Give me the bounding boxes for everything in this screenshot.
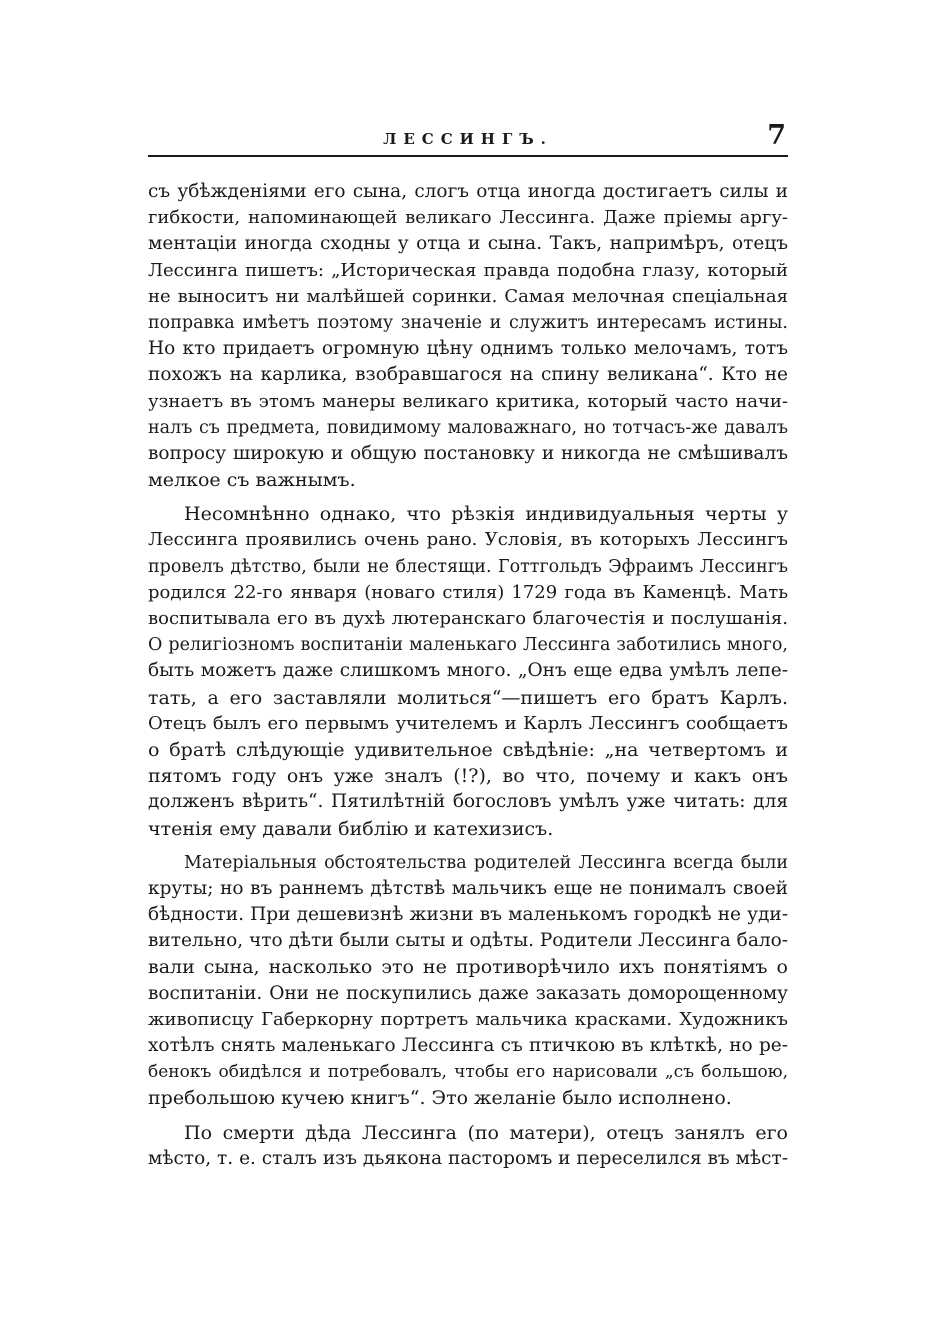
paragraph-1 [148,179,788,493]
text-line: воспитаніи. Они не поскупились даже заказать доморощенному [148,982,788,1004]
paragraph-3 [148,850,788,1112]
text-line: вительно, что дѣти были сыты и одѣты. Родители Лессинга бало- [148,930,788,952]
text-line: гибкости, напоминающей великаго Лессинга. Даже пріемы аргу- [148,207,788,229]
text-line: мѣсто, т. е. сталъ изъ дьякона пасторомъ и переселился въ мѣст- [148,1147,788,1169]
text-line: ментаціи иногда сходны у отца и сына. Такъ, напримѣръ, отецъ [148,233,788,255]
header-rule [148,155,788,157]
text-line: круты; но въ раннемъ дѣтствѣ мальчикъ еще не понималъ своей [148,877,788,899]
text-line: Несомнѣнно однако, что рѣзкія индивидуальныя черты у [184,503,788,526]
text-line: пребольшою кучею книгъ“. Это желаніе было исполнено. [148,1087,732,1110]
text-line: налъ съ предмета, повидимому маловажнаго, но тотчасъ-же давалъ [148,417,788,438]
text-line: Лессинга проявились очень рано. Условія, въ которыхъ Лессингъ [148,529,788,551]
text-line: По смерти дѣда Лессинга (по матери), отецъ занялъ его [184,1121,788,1144]
text-line: долженъ вѣрить“. Пятилѣтній богословъ умѣлъ уже читать: для [148,791,788,813]
text-line: бѣдности. При дешевизнѣ жизни въ маленькомъ городкѣ не уди- [148,904,788,926]
body-text [148,179,788,1172]
text-line: бенокъ обидѣлся и потребовалъ, чтобы его нарисовали „съ большою, [148,1062,788,1083]
text-line: мелкое съ важнымъ. [148,469,356,492]
text-line: пятомъ году онъ уже зналъ (!?), во что, почему и какъ онъ [148,765,788,788]
text-line: вали сына, насколько это не противорѣчило ихъ понятіямъ о [148,956,788,979]
page-number: 7 [767,120,786,151]
text-line: Но кто придаетъ огромную цѣну однимъ только мелочамъ, тотъ [148,338,788,360]
text-line: о братѣ слѣдующіе удивительное свѣдѣніе: „на четвертомъ и [148,738,788,761]
text-line: быть можетъ даже слишкомъ много. „Онъ еще едва умѣлъ лепе- [148,660,788,682]
text-line: поправка имѣетъ поэтому значеніе и служитъ интересамъ истины. [148,312,788,333]
text-line: воспитывала его въ духѣ лютеранскаго благочестія и послушанія. [148,608,788,629]
paragraph-2 [148,501,788,841]
running-title: ЛЕССИНГЪ. [383,130,553,148]
text-line: чтенія ему давали библію и катехизисъ. [148,817,554,840]
text-line: родился 22-го января (новаго стиля) 1729 года въ Каменцѣ. Мать [148,581,788,603]
text-line: узнаетъ въ этомъ манеры великаго критика, который часто начи- [148,390,788,412]
text-line: тать, а его заставляли молиться“—пишетъ его братъ Карлъ. [148,686,788,709]
paragraph-4 [148,1120,788,1172]
text-line: не выноситъ ни малѣйшей соринки. Самая мелочная спеціальная [148,285,788,307]
text-line: вопросу широкую и общую постановку и никогда не смѣшивалъ [148,442,788,464]
text-line: похожъ на карлика, взобравшагося на спину великана“. Кто не [148,364,788,386]
text-line: хотѣлъ снять маленькаго Лессинга съ птичкою въ клѣткѣ, но ре- [148,1035,788,1056]
text-line: провелъ дѣтство, были не блестящи. Готтгольдъ Эфраимъ Лессингъ [148,556,788,577]
running-head [148,120,788,156]
text-line: Отецъ былъ его первымъ учителемъ и Карлъ Лессингъ сообщаетъ [148,712,788,734]
text-line: О религіозномъ воспитаніи маленькаго Лессинга заботились много, [148,635,788,656]
text-line: Матеріальныя обстоятельства родителей Лессинга всегда были [184,852,788,873]
text-line: Лессинга пишетъ: „Историческая правда подобна глазу, который [148,259,788,281]
text-line: живописцу Габеркорну портретъ мальчика красками. Художникъ [148,1008,788,1030]
text-line: съ убѣжденіями его сына, слогъ отца иногда достигаетъ силы и [148,181,788,202]
